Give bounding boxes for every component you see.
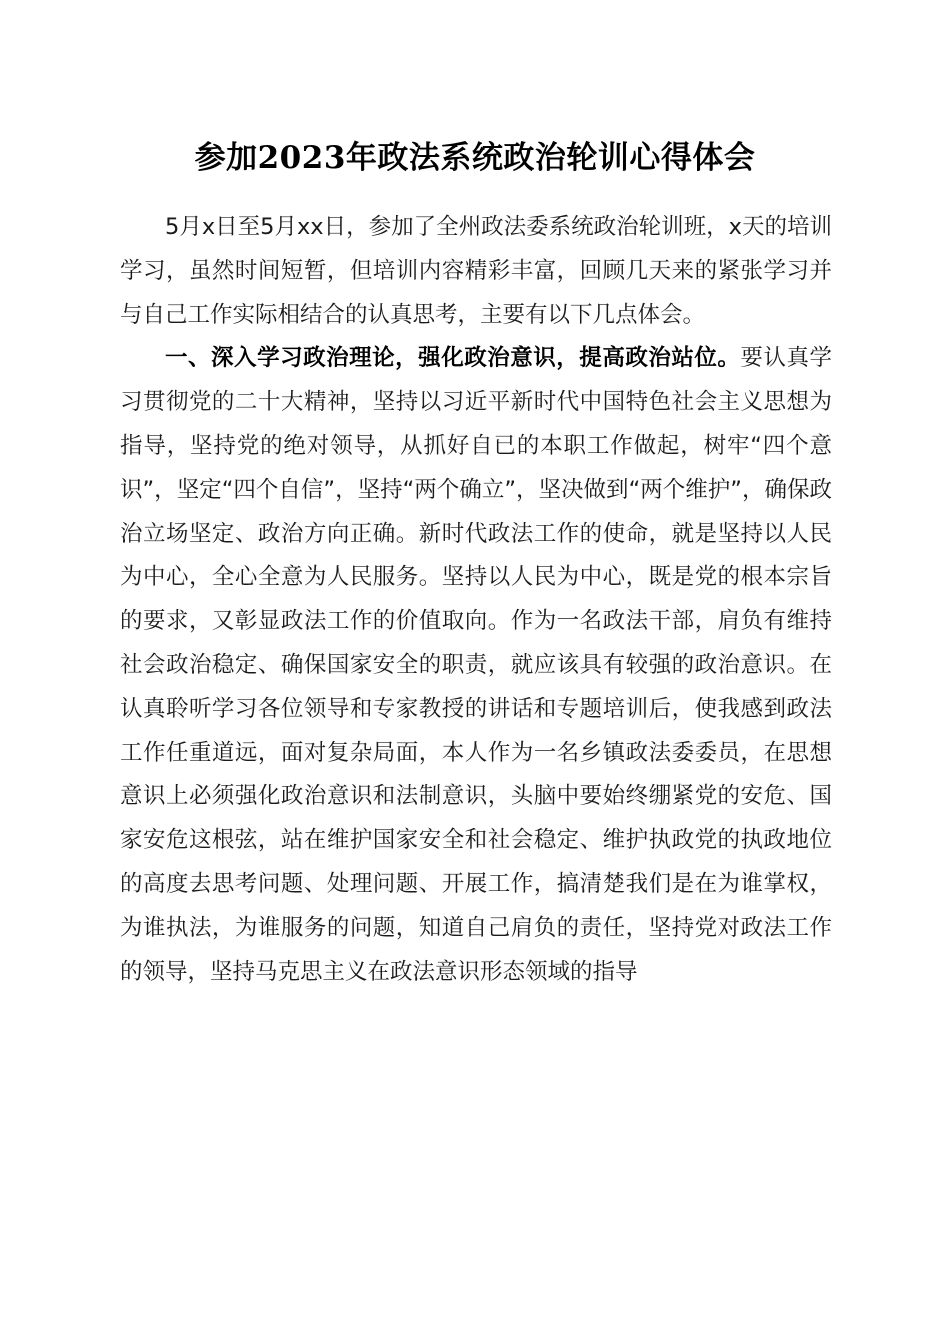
paragraph-intro-text: 5月x日至5月xx日，参加了全州政法委系统政治轮训班，x天的培训学习，虽然时间短暂，但培训内容精彩丰富，回顾几天来的紧张学习并与自己工作实际相结合的认真思考，主要有以下几点体会。 <box>120 214 832 328</box>
paragraph-section-one <box>120 337 832 994</box>
paragraph-intro <box>120 206 832 337</box>
document-body <box>120 206 832 994</box>
section-one-text: 要认真学习贯彻党的二十大精神，坚持以习近平新时代中国特色社会主义思想为指导，坚持党的绝对领导，从抓好自已的本职工作做起，树牢“四个意识”，坚定“四个自信”，坚持“两个确立”，坚决做到“两个维护”，确保政治立场坚定、政治方向正确。新时代政法工作的使命，就是坚持以人民为中心，全心全意为人民服务。坚持以人民为中心，既是党的根本宗旨的要求，又彰显政法工作的价值取向。作为一名政法干部，肩负有维持社会政治稳定、确保国家安全的职责，就应该具有较强的政治意识。在认真聆听学习各位领导和专家教授的讲话和专题培训后，使我感到政法工作任重道远，面对复杂局面，本人作为一名乡镇政法委委员，在思想意识上必须强化政治意识和法制意识，头脑中要始终绷紧党的安危、国家安危这根弦，站在维护国家安全和社会稳定、维护执政党的执政地位的高度去思考问题、处理问题、开展工作，搞清楚我们是在为谁掌权，为谁执法，为谁服务的问题，知道自己肩负的责任，坚持党对政法工作的领导，坚持马克思主义在政法意识形态领域的指导 <box>120 345 832 985</box>
document-title: 参加2023年政法系统政治轮训心得体会 <box>194 140 756 176</box>
section-one-heading: 一、深入学习政治理论，强化政治意识，提高政治站位。 <box>165 345 741 372</box>
